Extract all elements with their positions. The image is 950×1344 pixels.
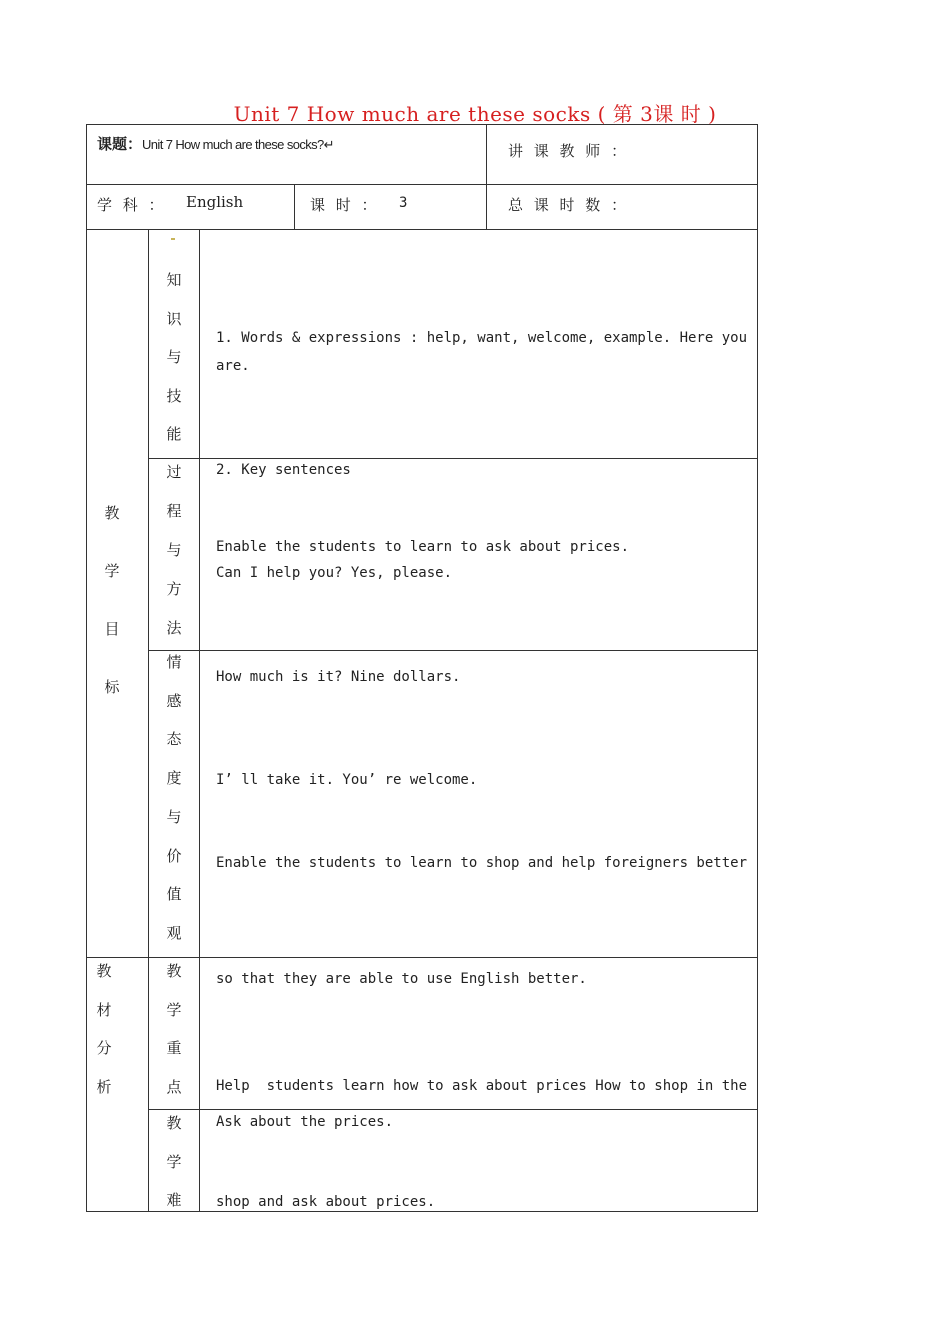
process-char: 法 (166, 619, 182, 637)
key-points-line: shop and ask about prices. (216, 1193, 436, 1210)
period-cell (294, 184, 487, 230)
emotion-char: 态 (166, 730, 182, 749)
teacher-cell (486, 124, 758, 185)
emotion-char: 观 (166, 923, 182, 942)
key-points-line: Help students learn how to ask about prices How to shop in the (216, 1078, 748, 1094)
analysis-char: 材 (96, 1000, 112, 1019)
emotion-label-cell (148, 650, 200, 958)
teacher-label: 讲 课 教 师 ： (508, 142, 630, 160)
topic-value: Unit 7 How much are these socks?↵ (142, 137, 334, 152)
emotion-char: 价 (166, 846, 182, 865)
topic-cell (86, 124, 487, 185)
difficulties-text: Ask about the prices. (216, 1114, 394, 1130)
knowledge-line: How much is it? Nine dollars. (216, 668, 461, 685)
objectives-label-cell (86, 229, 149, 958)
process-char: 方 (166, 580, 182, 598)
emotion-content-cell (199, 650, 758, 987)
emotion-char: 感 (166, 691, 182, 710)
analysis-char: 析 (96, 1077, 112, 1096)
difficulties-content-cell (199, 1109, 758, 1212)
knowledge-line: 1. Words & expressions : help, want, welcome, example. Here you (216, 330, 748, 346)
period-label: 课 时 ： (310, 196, 380, 214)
knowledge-char: 知 (166, 271, 182, 289)
objectives-char: 标 (104, 678, 120, 696)
knowledge-char: 与 (166, 348, 182, 366)
key-points-char: 点 (166, 1077, 182, 1096)
subject-cell (86, 184, 295, 230)
knowledge-char: 能 (166, 425, 182, 443)
process-text: Enable the students to learn to ask about prices. (216, 539, 630, 555)
analysis-char: 教 (96, 962, 112, 980)
difficulties-char: 教 (166, 1114, 182, 1132)
analysis-char: 分 (96, 1039, 112, 1057)
lesson-plan-table (86, 124, 758, 1212)
page-title: Unit 7 How much are these socks ( 第 3课 时 ) (233, 102, 717, 126)
emotion-line: Enable the students to learn to shop and help foreigners better (216, 855, 748, 871)
knowledge-line: are. (216, 358, 250, 374)
knowledge-line: I’ ll take it. You’ re welcome. (216, 772, 478, 788)
subject-value: English (186, 193, 244, 211)
knowledge-char: 技 (166, 386, 182, 405)
objectives-char: 目 (104, 620, 120, 638)
process-char: 与 (166, 541, 182, 559)
marker (171, 238, 175, 240)
total-periods-label: 总 课 时 数 ： (508, 196, 630, 214)
difficulties-char: 学 (166, 1152, 182, 1171)
emotion-char: 度 (166, 769, 182, 788)
objectives-char: 教 (104, 504, 120, 522)
emotion-char: 与 (166, 807, 182, 826)
knowledge-label-cell (148, 229, 200, 459)
total-periods-cell (486, 184, 758, 230)
process-char: 程 (166, 502, 182, 520)
process-content-cell (199, 458, 758, 651)
key-points-char: 教 (166, 962, 182, 980)
subject-label: 学 科 ： (97, 196, 167, 214)
knowledge-line: 2. Key sentences (216, 461, 351, 478)
process-label-cell (148, 458, 200, 651)
emotion-char: 值 (166, 885, 182, 904)
key-points-label-cell (148, 957, 200, 1110)
emotion-char: 情 (166, 653, 182, 671)
knowledge-line: Can I help you? Yes, please. (216, 565, 453, 581)
key-points-char: 学 (166, 1000, 182, 1019)
difficulties-char: 难 (166, 1191, 182, 1209)
difficulties-label-cell (148, 1109, 200, 1212)
knowledge-char: 识 (166, 309, 182, 328)
period-value: 3 (399, 195, 408, 211)
objectives-char: 学 (104, 562, 120, 580)
emotion-line: so that they are able to use English better. (216, 970, 587, 987)
key-points-char: 重 (166, 1039, 182, 1057)
topic-label: 课题： (97, 135, 143, 153)
analysis-label-cell (86, 957, 149, 1212)
process-char: 过 (166, 463, 182, 481)
